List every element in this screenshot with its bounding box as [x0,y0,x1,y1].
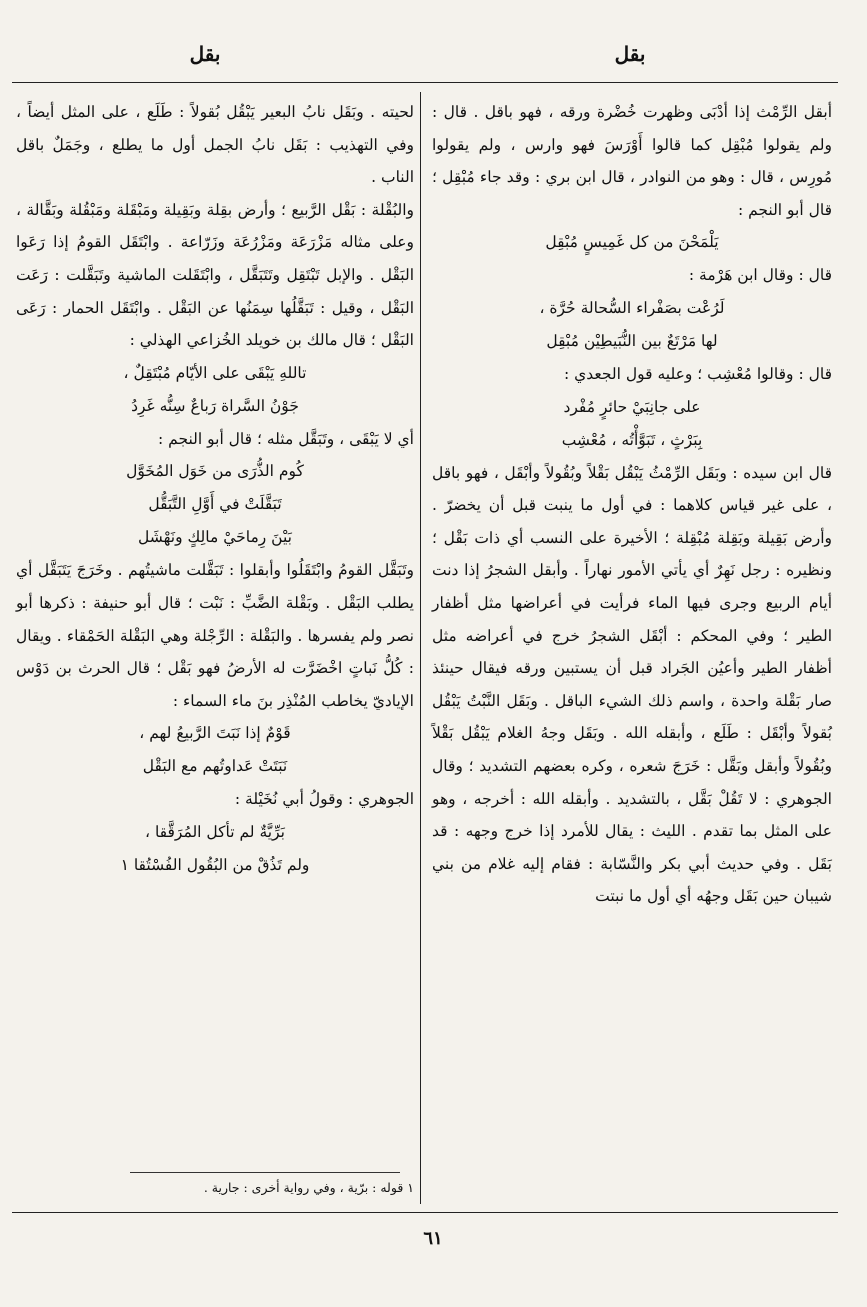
header-left-word: بقل [189,42,221,66]
header-right-word: بقل [614,42,646,66]
verse-line: يَلْمَحْنَ من كل غَمِيسٍ مُبْقِل [545,233,719,252]
right-column [432,96,832,913]
footnote-rule [130,1172,400,1173]
footer-rule [12,1212,838,1213]
paragraph: أبقل الرِّمْث إذا أدْبَى وظهرت خُضْرة ورقه ، فهو باقل . قال : ولم يقولوا مُبْقِل كما قالوا أَوْرَسَ فهو وارس ، ولم يقولوا مُورِس ، قال : وهو من النوادر ، قال ابن بري : وقد جاء مُبْقِل ؛ قال أبو النجم : [432,103,832,219]
verse-line: تاللهِ يَبْقَى على الأيّام مُبْتَقِلٌ ، [123,363,307,382]
verse-line: لَرُعْت بصَفْراء السُّحالة حُرَّة ، [539,298,725,317]
header-rule [12,82,838,83]
paragraph: وتَبَقَّل القومُ وابْتَقَلُوا وأبقلوا : تَبَقَّلت ماشيتُهم . وخَرَجَ يَتَبَقَّل أي يطلب البَقْل . وبَقْلة الضَّبِّ : نَبْت ؛ قال أبو حنيفة : ذكرها أبو نصر ولم يفسرها . والبَقْلة : الرِّجْلة وهي البَقْلة الحَمْقاء . ويقال : كُلُّ نَباتٍ اخْضَرَّت له الأرضُ فهو بَقْل ؛ قال الحرث بن دَوْس الإياديّ يخاطب المُنْذِر بنَ ماء السماء : [16,561,414,710]
verse-line: بَيْنَ رِماحَيْ مالِكٍ ونَهْشَل [138,528,292,547]
paragraph: أي لا يَبْقَى ، وتَبَقَّل مثله ؛ قال أبو النجم : [158,429,414,448]
verse-line: ولم تَذُقْ من البُقُول الفُسْتُقا ١ [120,855,310,874]
paragraph: قال ابن سيده : وبَقَل الرِّمْثُ يَبْقُل بَقْلاً وبُقُولاً وأبْقَل ، فهو باقل ، على غير قياس كلاهما : في أول ما ينبت قبل أن يخضرّ . وأرض بَقِيلة وبَقِلة مُبْقِلة ؛ الأخيرة على النسب أي ذات بَقْل ؛ ونظيره : رجل نَهِرٌ أي يأتي الأمور نهاراً . وأبقل الشجرُ إذا دنت أيام الربيع وجرى فيها الماء فرأيت في أعراضها مثل أظفار الطير ؛ وفي المحكم : أبْقَل الشجرُ خرج في أعراضه مثل أظفار الطير وأعيُن الجَراد قبل أن يستبين ورقه فيقال حينئذ صار بَقْلة واحدة ، واسم ذلك الشيء الباقل . وبَقَل النَّبْتُ يَبْقُل بُقولاً وأبْقَل : طَلَع ، وأبقله الله . وبَقَل وجهُ الغلام يَبْقُل بَقْلاً وبُقُولاً وأبقل وبَقَّل : خَرَجَ شعره ، وكره بعضهم التشديد ؛ وقال الجوهري : لا تَقُلْ بَقَّل ، بالتشديد . وأبقله الله : أخرجه ، وهو على المثل بما تقدم . الليث : يقال للأمرد إذا خرج وجهه : قد بَقَل . وفي حديث أبي بكر والنَّسّابة : فقام إليه غلام من بني شيبان حين بَقَل وجهُه أي أول ما نبتت [432,463,832,906]
verse-line: كُوم الذُّرَى من خَوَل المُخَوَّل [126,462,304,481]
paragraph: الجوهري : وقولُ أبي نُخَيْلة : [234,790,414,809]
footnote: ١ قوله : برّية ، وفي رواية أخرى : جارية . [203,1180,414,1195]
verse-line: نَبَتَتْ عَداوتُهم مع البَقْل [142,757,288,776]
paragraph: والبُقْلة : بَقْل الرَّبيع ؛ وأرض بقِلة وبَقِيلة ومَبْقَلة ومَبْقُلة وبَقَّالة ، وعلى مثاله مَزْرَعَة ومَزْرُعَة وزَرّاعة . وابْتَقَل القومُ إذا رَعَوا البَقْل . والإبل تَبْتَقِل وتَتَبَقَّل ، وابْتَقَلت الماشية وتَبَقَّلت : رَعَت البَقْل ، وقيل : تَبَقَّلُها سِمَنُها عن البَقْل . وابْتَقَل الحمار : رَعَى البَقْل ؛ قال مالك بن خويلد الخُزاعي الهذلي : [16,200,414,350]
verse-line: بِبَرْثٍ ، تَبَوَّأْتُه ، مُعْشِب [561,430,703,449]
paragraph: قال : وقالوا مُعْشِب ؛ وعليه قول الجعدي : [564,364,832,383]
verse-line: تَبَقَّلَتْ في أَوَّلِ التَّبَقُّل [148,495,282,514]
verse-line: بَرِّيَّةٌ لم تأكل المُرَقَّقا ، [145,822,285,841]
verse-line: لها مَرْتَعٌ بين النُّبَيطِيْن مُبْقِل [546,331,718,350]
column-divider [420,92,421,1204]
paragraph: قال : وقال ابن هَرْمة : [688,266,832,285]
verse-line: جَوْنُ السَّراة رَباعٌ سِنُّه غَرِدُ [131,396,299,415]
verse-line: قَوْمٌ إذا نَبَتَ الرَّبيعُ لهم ، [139,724,291,743]
verse-line: على جانِبَيْ حائرٍ مُفْرد [563,397,701,416]
page-number: ٦١ [423,1228,443,1249]
paragraph: لحيته . وبَقَل نابُ البعير يَبْقُل بُقولاً : طَلَع ، على المثل أيضاً ، وفي التهذيب : بَقَل نابُ الجمل أول ما يطلع ، وجَمَلٌ باقل الناب . [16,103,414,187]
left-column [16,96,414,882]
